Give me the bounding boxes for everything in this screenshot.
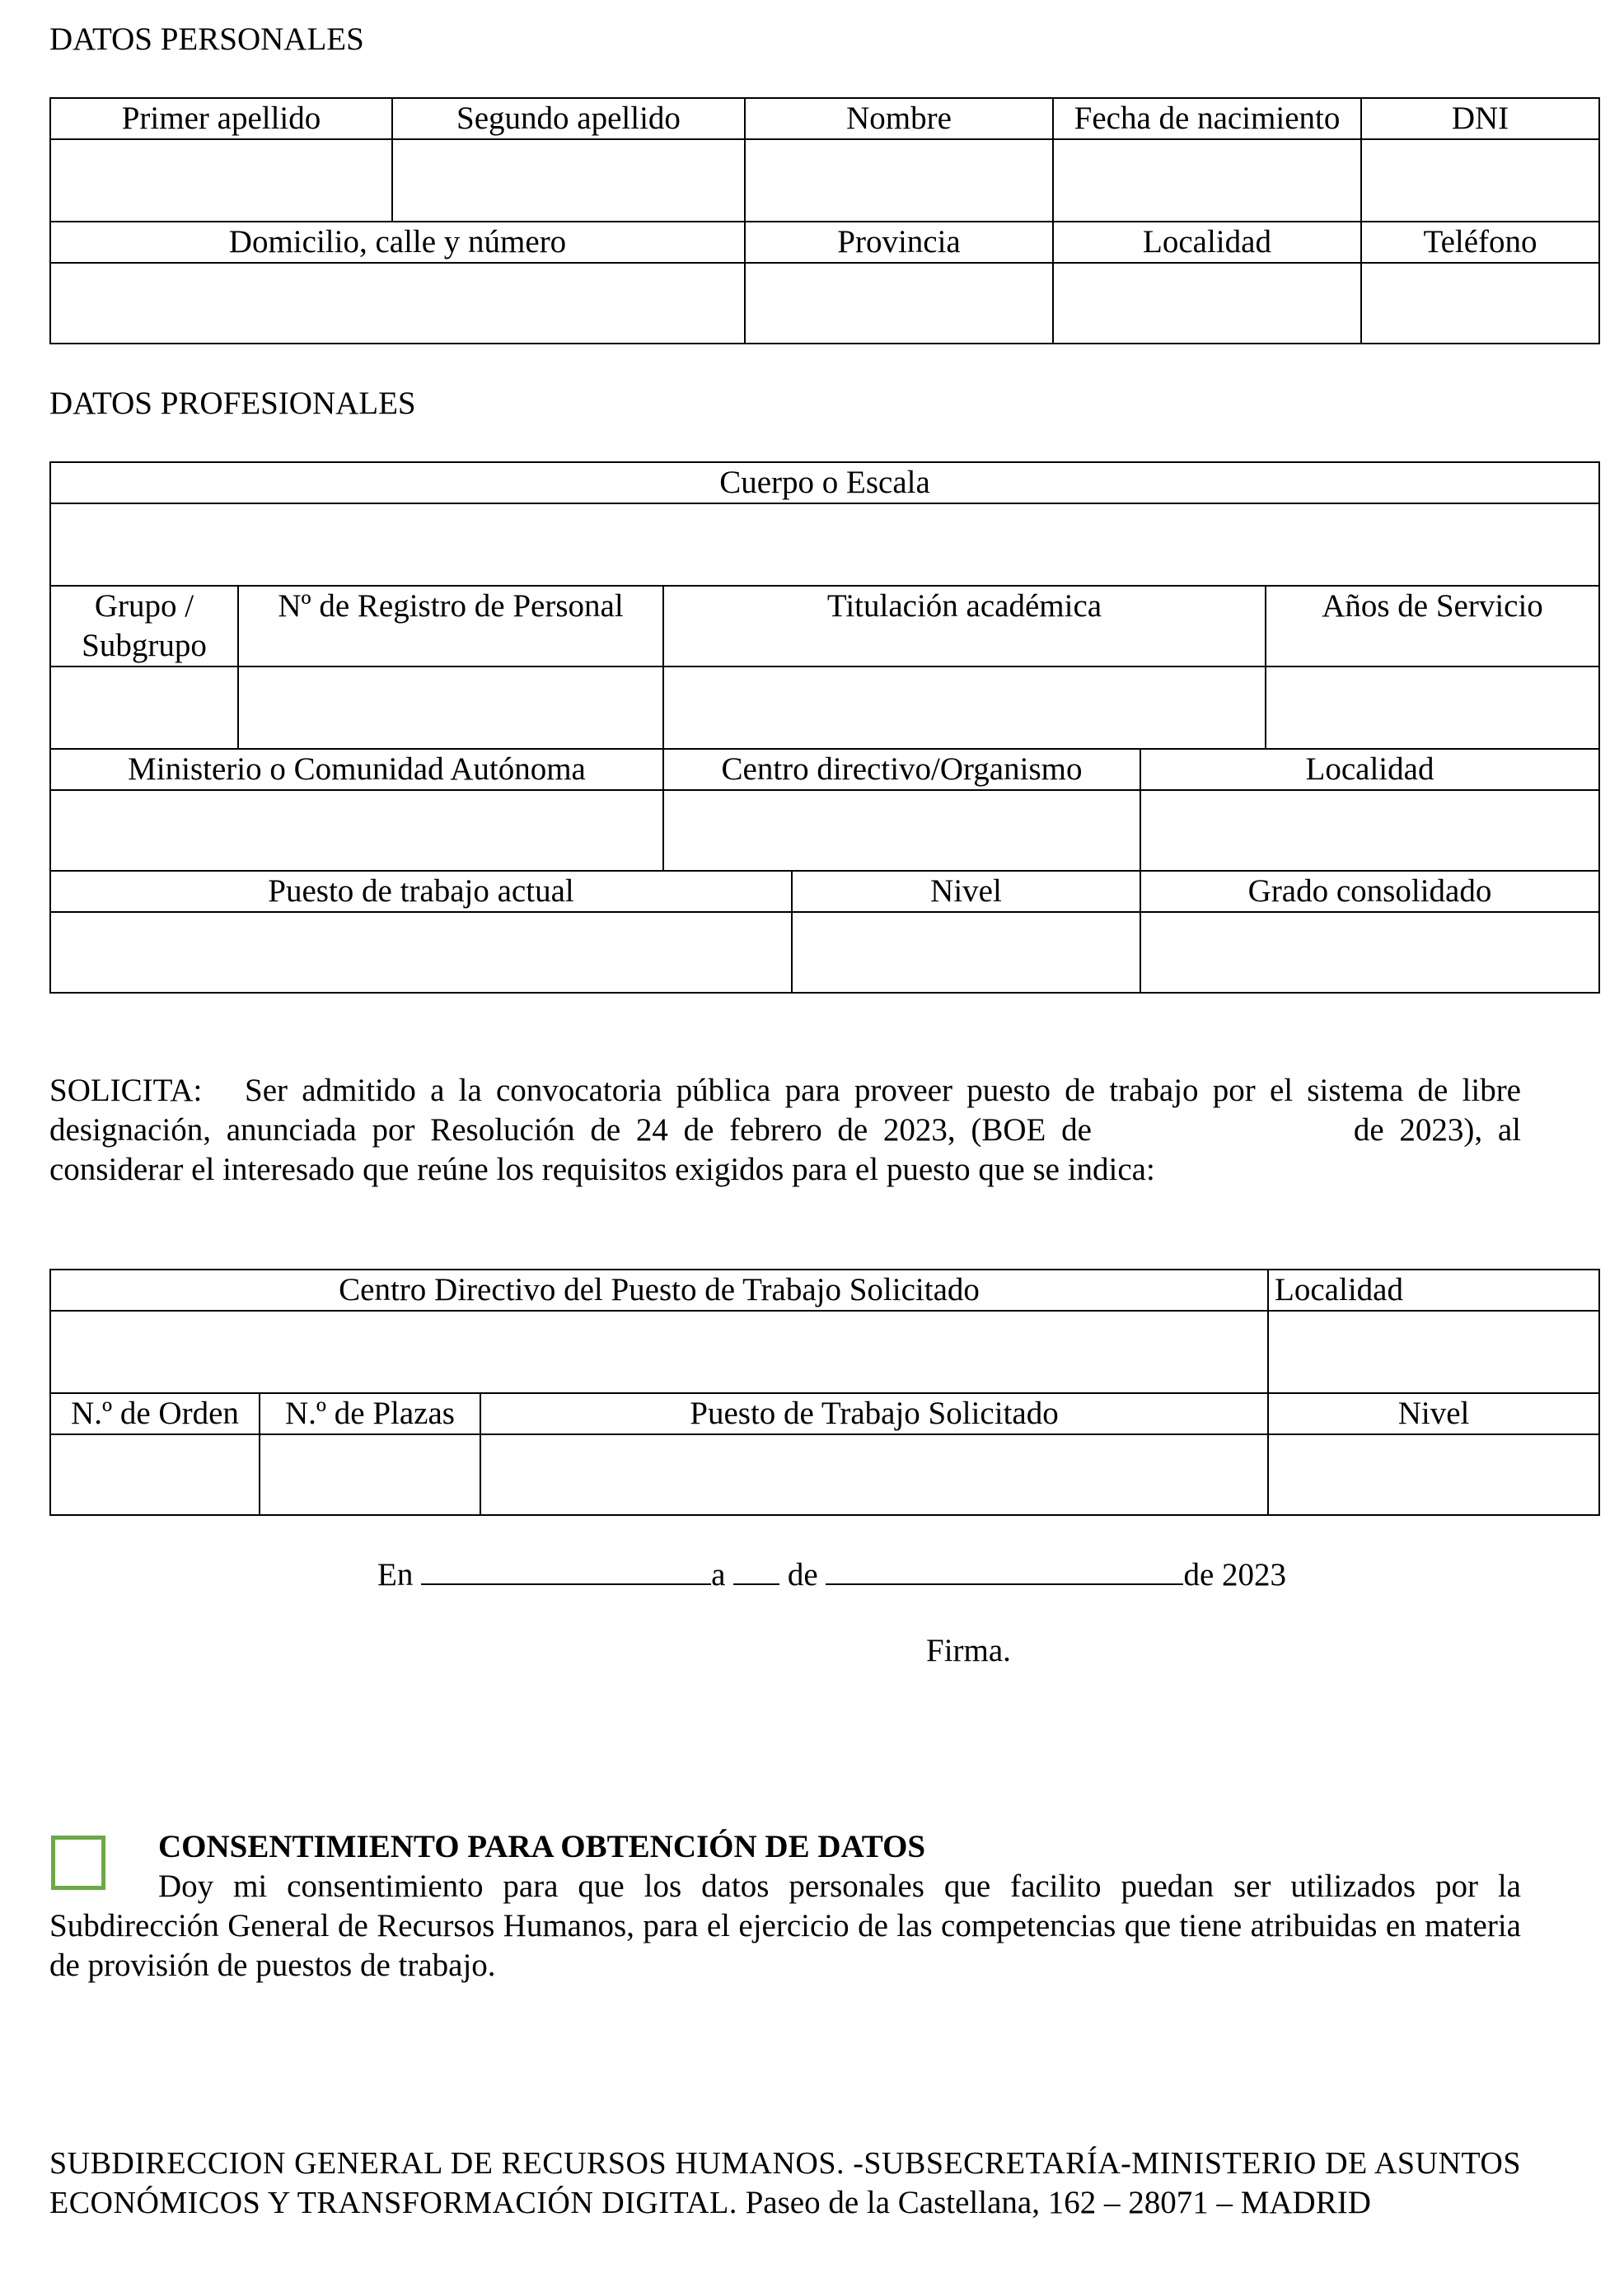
header-titulacion: Titulación académica (663, 586, 1266, 666)
personal-data-table (49, 97, 1600, 344)
header-nivel-solicitado: Nivel (1268, 1393, 1599, 1434)
field-numero-plazas[interactable] (260, 1434, 480, 1515)
field-nombre[interactable] (745, 139, 1053, 222)
header-registro-personal: Nº de Registro de Personal (238, 586, 663, 666)
header-grupo-subgrupo: Grupo / Subgrupo (50, 586, 238, 666)
header-localidad: Localidad (1053, 222, 1361, 263)
header-centro-solicitado: Centro Directivo del Puesto de Trabajo Solicitado (50, 1270, 1268, 1311)
day-blank[interactable] (733, 1552, 779, 1585)
professional-heading: DATOS PROFESIONALES (49, 386, 416, 421)
field-anos-servicio[interactable] (1266, 666, 1599, 749)
field-centro-directivo[interactable] (663, 790, 1140, 871)
field-telefono[interactable] (1361, 263, 1599, 344)
field-segundo-apellido[interactable] (392, 139, 745, 222)
header-fecha-nacimiento: Fecha de nacimiento (1053, 98, 1361, 139)
field-grupo-subgrupo[interactable] (50, 666, 238, 749)
footer-street: Paseo de la Castellana, 162 – 28071 – MADRID (745, 2185, 1371, 2220)
header-localidad-solicitado: Localidad (1268, 1270, 1599, 1311)
header-nombre: Nombre (745, 98, 1053, 139)
consent-title: CONSENTIMIENTO PARA OBTENCIÓN DE DATOS (158, 1829, 926, 1864)
field-dni[interactable] (1361, 139, 1599, 222)
header-telefono: Teléfono (1361, 222, 1599, 263)
field-localidad[interactable] (1053, 263, 1361, 344)
consent-text: Doy mi consentimiento para que los datos personales que facilito puedan ser utilizados por la Subdirección General de Recursos Humanos, para el ejercicio de las competencias que tiene atribuidas en materia de provisión de puestos de trabajo. (49, 1868, 1521, 1983)
solicita-text-1: Ser admitido a la convocatoria pública para proveer puesto de trabajo por el sistema de libre designación, anunciada por Resolución de 24 de febrero de 2023, (BOE de (49, 1073, 1521, 1148)
header-dni: DNI (1361, 98, 1599, 139)
field-localidad-solicitado[interactable] (1268, 1311, 1599, 1393)
header-puesto-actual: Puesto de trabajo actual (50, 871, 792, 912)
field-centro-solicitado[interactable] (50, 1311, 1268, 1393)
header-centro-directivo: Centro directivo/Organismo (663, 749, 1140, 790)
header-numero-plazas: N.º de Plazas (260, 1393, 480, 1434)
header-primer-apellido: Primer apellido (50, 98, 392, 139)
personal-heading: DATOS PERSONALES (49, 21, 364, 57)
signature-label: Firma. (926, 1633, 1011, 1668)
solicita-paragraph (49, 1071, 1521, 1190)
field-cuerpo-escala[interactable] (50, 503, 1599, 586)
field-ministerio[interactable] (50, 790, 663, 871)
field-fecha-nacimiento[interactable] (1053, 139, 1361, 222)
header-cuerpo-escala: Cuerpo o Escala (50, 462, 1599, 503)
place-blank[interactable] (421, 1552, 711, 1585)
field-provincia[interactable] (745, 263, 1053, 344)
signature-date-line: En a de de 2023 (377, 1552, 1286, 1595)
field-primer-apellido[interactable] (50, 139, 392, 222)
solicita-text-2: de 2023), al considerar el interesado que reúne los requisitos exigidos para el puesto que se indica: (49, 1112, 1521, 1187)
header-numero-orden: N.º de Orden (50, 1393, 260, 1434)
header-nivel: Nivel (792, 871, 1140, 912)
field-nivel-solicitado[interactable] (1268, 1434, 1599, 1515)
header-domicilio: Domicilio, calle y número (50, 222, 745, 263)
header-puesto-solicitado: Puesto de Trabajo Solicitado (480, 1393, 1268, 1434)
header-anos-servicio: Años de Servicio (1266, 586, 1599, 666)
field-nivel[interactable] (792, 912, 1140, 993)
header-ministerio: Ministerio o Comunidad Autónoma (50, 749, 663, 790)
field-grado[interactable] (1140, 912, 1599, 993)
footer-address (49, 2144, 1521, 2223)
field-localidad-prof[interactable] (1140, 790, 1599, 871)
field-domicilio[interactable] (50, 263, 745, 344)
field-numero-orden[interactable] (50, 1434, 260, 1515)
footer-institution: SUBDIRECCION GENERAL DE RECURSOS HUMANOS. -SUBSECRETARÍA-MINISTERIO DE ASUNTOS ECONÓMICOS Y TRANSFORMACIÓN DIGITAL. (49, 2146, 1521, 2220)
header-grado: Grado consolidado (1140, 871, 1599, 912)
field-puesto-actual[interactable] (50, 912, 792, 993)
field-titulacion[interactable] (663, 666, 1266, 749)
field-puesto-solicitado[interactable] (480, 1434, 1268, 1515)
requested-position-table (49, 1269, 1600, 1516)
solicita-label: SOLICITA: (49, 1073, 203, 1108)
header-provincia: Provincia (745, 222, 1053, 263)
month-blank[interactable] (826, 1552, 1183, 1585)
professional-cuerpo-table (49, 461, 1600, 994)
header-segundo-apellido: Segundo apellido (392, 98, 745, 139)
field-registro-personal[interactable] (238, 666, 663, 749)
header-localidad-prof: Localidad (1140, 749, 1599, 790)
